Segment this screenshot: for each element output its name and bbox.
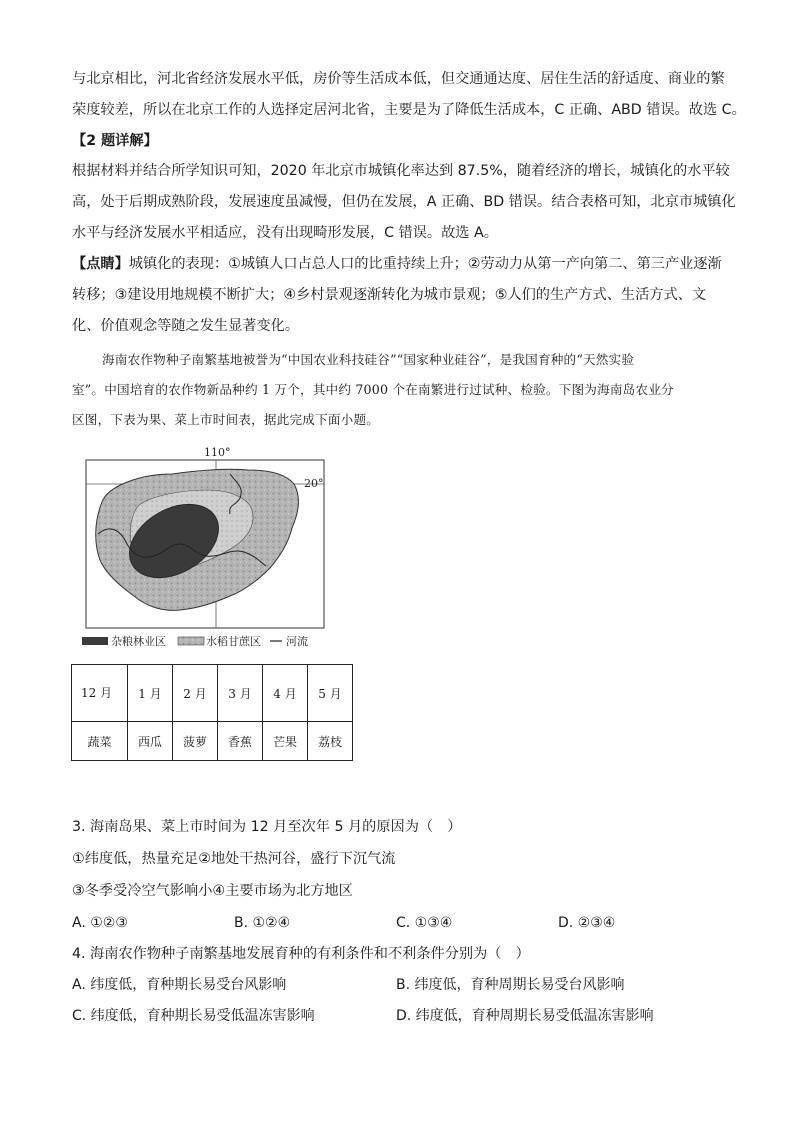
highlight-label: 【点睛】 <box>72 256 129 272</box>
q3-option-c[interactable]: C. ①③④ <box>396 915 453 931</box>
highlight-line-1 <box>72 254 722 274</box>
table-cell-product: 芒果 <box>263 722 308 761</box>
table-row-products <box>72 722 353 761</box>
table-cell-product: 荔枝 <box>308 722 353 761</box>
q3-stem: 3. 海南岛果、菜上市时间为 12 月至次年 5 月的原因为（ ） <box>72 819 462 835</box>
explanation-line-1: 与北京相比，河北省经济发展水平低，房价等生活成本低，但交通通达度、居住生活的舒适度、商业的繁 <box>72 71 725 87</box>
q3-statement-2: ③冬季受冷空气影响小④主要市场为北方地区 <box>72 883 353 899</box>
longitude-label: 110° <box>204 446 231 459</box>
legend-forest-swatch <box>82 637 108 645</box>
table-cell-month: 5 月 <box>308 665 353 722</box>
table-cell-month: 12 月 <box>72 665 128 722</box>
table-row-months <box>72 665 353 722</box>
highlight-line-2: 转移；③建设用地规模不断扩大；④乡村景观逐渐转化为城市景观；⑤人们的生产方式、生活方式、文 <box>72 287 707 303</box>
table-cell-month: 1 月 <box>128 665 173 722</box>
q4-stem: 4. 海南农作物种子南繁基地发展育种的有利条件和不利条件分别为（ ） <box>72 946 530 962</box>
market-time-table <box>71 664 353 761</box>
q2-heading: 【2 题详解】 <box>72 133 158 149</box>
table-cell-product: 香蕉 <box>218 722 263 761</box>
material-line-1: 海南农作物种子南繁基地被誉为“中国农业科技硅谷”“国家种业硅谷”，是我国育种的“天然实验 <box>102 352 635 367</box>
explanation-line-3: 根据材料并结合所学知识可知，2020 年北京市城镇化率达到 87.5%，随着经济的增长，城镇化的水平较 <box>72 163 730 179</box>
table-cell-product: 菠萝 <box>173 722 218 761</box>
table-cell-month: 4 月 <box>263 665 308 722</box>
q3-statement-1: ①纬度低，热量充足②地处干热河谷，盛行下沉气流 <box>72 851 396 867</box>
q4-option-b[interactable]: B. 纬度低，育种周期长易受台风影响 <box>396 977 625 993</box>
explanation-line-5: 水平与经济发展水平相适应，没有出现畸形发展，C 错误。故选 A。 <box>72 225 498 241</box>
legend-forest-label: 杂粮林业区 <box>111 635 166 648</box>
table-cell-product: 蔬菜 <box>72 722 128 761</box>
material-line-2: 室”。中国培育的农作物新品种约 1 万个，其中约 7000 个在南繁进行过试种、检验。下图为海南岛农业分 <box>72 382 674 397</box>
material-line-3: 区图，下表为果、菜上市时间表，据此完成下面小题。 <box>72 412 380 427</box>
q4-option-a[interactable]: A. 纬度低，育种期长易受台风影响 <box>72 977 287 993</box>
latitude-label: 20° <box>304 477 324 490</box>
table-cell-month: 2 月 <box>173 665 218 722</box>
q4-option-d[interactable]: D. 纬度低，育种周期长易受低温冻害影响 <box>396 1008 654 1024</box>
highlight-text: 城镇化的表现：①城镇人口占总人口的比重持续上升；②劳动力从第一产向第二、第三产业逐渐 <box>128 256 722 272</box>
legend-rice-swatch <box>178 637 204 645</box>
legend-river-label: 河流 <box>286 635 308 648</box>
table-cell-product: 西瓜 <box>128 722 173 761</box>
explanation-line-2: 荣度较差，所以在北京工作的人选择定居河北省，主要是为了降低生活成本，C 正确、ABD 错误。故选 C。 <box>72 102 746 118</box>
explanation-line-4: 高，处于后期成熟阶段，发展速度虽减慢，但仍在发展，A 正确、BD 错误。结合表格可知，北京市城镇化 <box>72 194 736 210</box>
q3-option-b[interactable]: B. ①②④ <box>234 915 291 931</box>
q3-option-a[interactable]: A. ①②③ <box>72 915 128 931</box>
hainan-agriculture-map <box>80 444 330 650</box>
q3-option-d[interactable]: D. ②③④ <box>558 915 616 931</box>
legend-rice-label: 水稻甘蔗区 <box>206 635 261 648</box>
q4-option-c[interactable]: C. 纬度低，育种期长易受低温冻害影响 <box>72 1008 315 1024</box>
table-cell-month: 3 月 <box>218 665 263 722</box>
highlight-line-3: 化、价值观念等随之发生显著变化。 <box>72 318 300 334</box>
